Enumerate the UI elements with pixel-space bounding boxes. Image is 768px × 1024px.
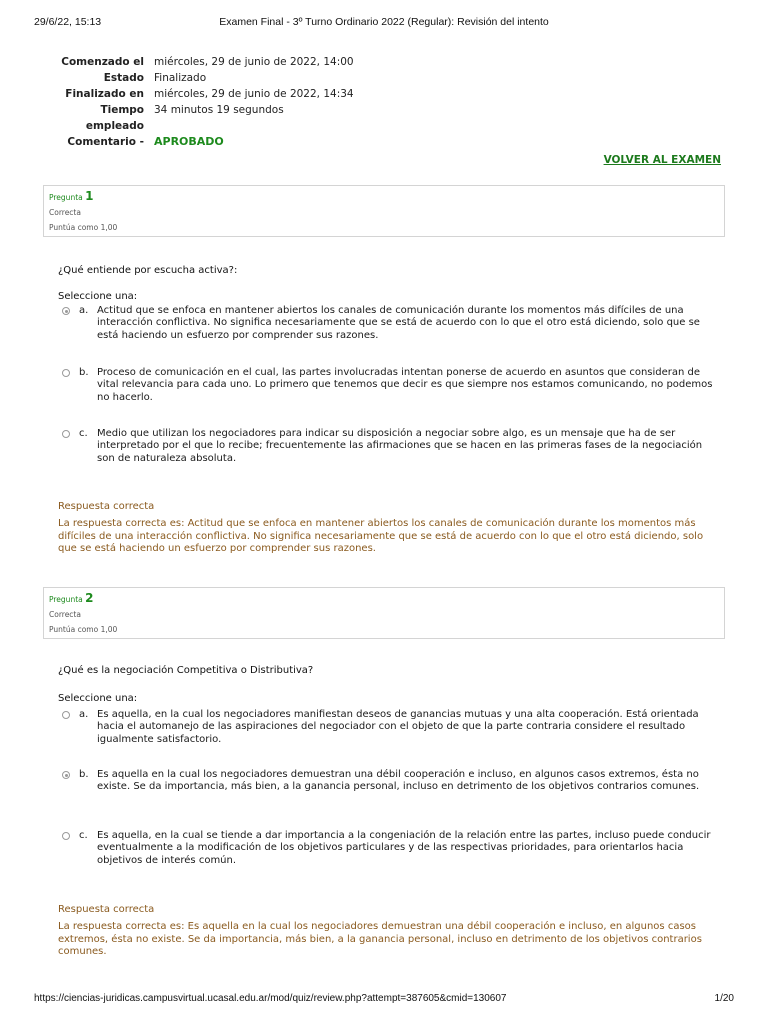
summary-row-state [60,70,354,86]
answer-option-b[interactable] [62,367,722,404]
option-text: Es aquella en la cual los negociadores demuestran una débil cooperación e incluso, en algunos casos extremos, ésta no existe. Se da importancia, más bien, a la ganancia personal, incluso en detrimento de los objetivos contrarios comunes. [97,769,700,793]
feedback-text: La respuesta correcta es: Actitud que se enfoca en mantener abiertos los canales de comunicación durante los momentos más difíciles de una interacción conflictiva. No significa necesariamente que se está de acuerdo con lo que el otro está diciendo, solo que se está haciendo un esfuerzo por comprender sus razones. [58,518,704,555]
summary-label-line: empleado [85,120,144,132]
question-info-box [43,587,725,639]
summary-label: Finalizado en [65,88,144,100]
radio-button[interactable] [62,430,70,438]
question-number [49,189,719,205]
attempt-summary [60,54,354,150]
summary-row-time [60,102,354,134]
question-score: Puntúa como 1,00 [49,223,118,232]
print-url: https://ciencias-juridicas.campusvirtual.ucasal.edu.ar/mod/quiz/review.php?attempt=387605&cmid=130607 [34,993,507,1004]
answer-option-c[interactable] [62,830,722,867]
option-text: Medio que utilizan los negociadores para indicar su disposición a negociar sobre algo, es un mensaje que ha de ser interpretado por el que lo recibe; frecuentemente las afirmaciones que se hacen en las primeras fases de la negociación son de naturaleza absoluta. [97,428,703,464]
print-page-number: 1/20 [714,993,734,1004]
summary-label: Comenzado el [61,56,144,68]
question-label: Pregunta [49,193,83,202]
option-text: Proceso de comunicación en el cual, las partes involucradas intentan ponerse de acuerdo en asuntos que consideran de vital relevancia para cada uno. Lo primero que tenemos que decir es que siempre nos estamos comunicando, no podemos no hacerlo. [97,367,713,403]
option-text: Es aquella, en la cual los negociadores manifiestan deseos de ganancias mutuas y una alta cooperación. Está orientada hacia el automanejo de las aspiraciones del negociador con el objeto de que la parte contraria considere el resultado igualmente satisfactorio. [97,709,699,745]
option-letter: b. [79,367,89,378]
option-text: Actitud que se enfoca en mantener abiertos los canales de comunicación durante los momentos más difíciles de una interacción conflictiva. No significa necesariamente que se está de acuerdo con lo que el otro está diciendo, solo que se está haciendo un esfuerzo por comprender sus razones. [97,305,700,341]
option-letter: c. [79,428,88,439]
summary-label: Comentario - [67,136,144,148]
print-page-title: Examen Final - 3º Turno Ordinario 2022 (Regular): Revisión del intento [219,16,549,28]
feedback-text: La respuesta correcta es: Es aquella en la cual los negociadores demuestran una débil cooperación e incluso, en algunos casos extremos, ésta no existe. Se da importancia, más bien, a la ganancia personal, incluso en detrimento de los objetivos contrarios comunes. [58,921,702,958]
option-letter: a. [79,305,89,316]
summary-value: Finalizado [154,72,207,84]
select-prompt: Seleccione una: [58,291,138,302]
summary-row-finished [60,86,354,102]
summary-label-line: Tiempo [100,104,144,116]
question-number-value: 2 [85,591,94,605]
summary-row-started [60,54,354,70]
radio-button-selected[interactable] [62,771,70,779]
print-footer [34,993,734,1007]
option-letter: a. [79,709,89,720]
answer-option-c[interactable] [62,428,722,465]
summary-value: miércoles, 29 de junio de 2022, 14:34 [154,88,354,100]
print-date: 29/6/22, 15:13 [34,16,102,28]
feedback-heading: Respuesta correcta [58,904,155,915]
question-score: Puntúa como 1,00 [49,625,118,634]
summary-label [60,102,154,134]
option-letter: b. [79,769,89,780]
radio-button[interactable] [62,711,70,719]
question-text: ¿Qué es la negociación Competitiva o Distributiva? [58,665,314,676]
answer-option-a[interactable] [62,709,722,746]
select-prompt: Seleccione una: [58,693,138,704]
radio-button[interactable] [62,832,70,840]
question-info-box [43,185,725,237]
summary-row-comment [60,134,354,150]
question-label: Pregunta [49,595,83,604]
option-text: Es aquella, en la cual se tiende a dar importancia a la congeniación de la relación entre las partes, incluso puede conducir eventualmente a la modificación de los objetivos particulares y de las respectivas prioridades, para orientarlos hacia objetivos de interés común. [97,830,711,866]
question-number-value: 1 [85,189,94,203]
question-status: Correcta [49,208,81,217]
radio-button[interactable] [62,369,70,377]
feedback-heading: Respuesta correcta [58,501,155,512]
radio-button-selected[interactable] [62,307,70,315]
summary-value: 34 minutos 19 segundos [154,104,284,116]
summary-label: Estado [103,72,144,84]
back-to-quiz-link[interactable]: VOLVER AL EXAMEN [603,154,721,166]
question-status: Correcta [49,610,81,619]
summary-value: miércoles, 29 de junio de 2022, 14:00 [154,56,354,68]
answer-option-a[interactable] [62,305,722,342]
option-letter: c. [79,830,88,841]
answer-option-b[interactable] [62,769,722,794]
print-header [34,16,734,30]
answer-feedback [58,904,723,959]
question-number [49,591,719,607]
answer-feedback [58,501,723,556]
question-text: ¿Qué entiende por escucha activa?: [58,265,238,276]
grade-status: APROBADO [154,135,224,148]
